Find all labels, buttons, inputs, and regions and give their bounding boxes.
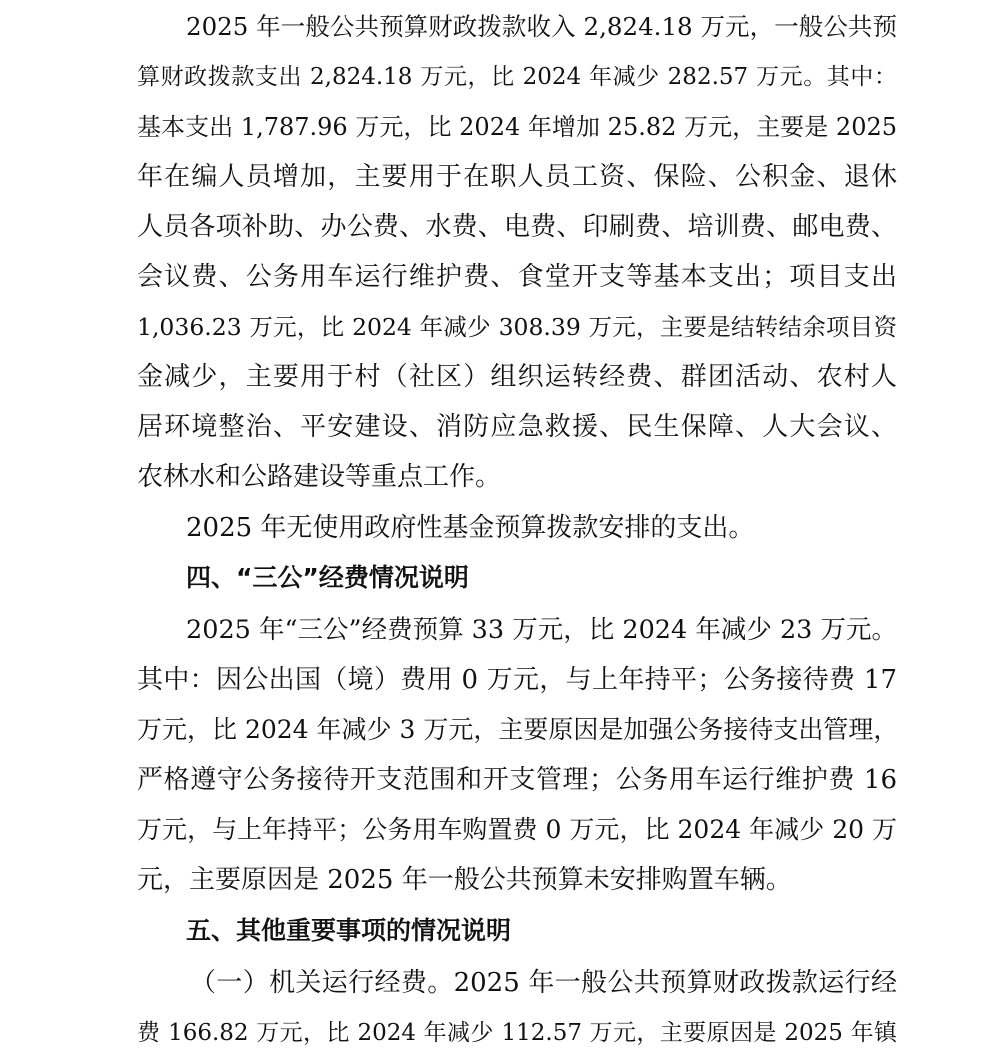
paragraph-line: 金减少，主要用于村（社区）组织运转经费、群团活动、农村人 [137,362,897,392]
paragraph-line: 会议费、公务用车运行维护费、食堂开支等基本支出；项目支出 [137,262,897,292]
section-heading-five: 五、其他重要事项的情况说明 [186,916,512,945]
paragraph-line: 2025 年“三公”经费预算 33 万元，比 2024 年减少 23 万元。 [186,615,898,645]
paragraph-line: 基本支出 1,787.96 万元，比 2024 年增加 25.82 万元，主要是 2025 [137,113,897,141]
paragraph-line: 人员各项补助、办公费、水费、电费、印刷费、培训费、邮电费、 [137,212,897,242]
paragraph-line: 居环境整治、平安建设、消防应急救援、民生保障、人大会议、 [137,412,897,442]
section-heading-four: 四、“三公”经费情况说明 [186,563,469,592]
paragraph-line-last: 元，主要原因是 2025 年一般公共预算未安排购置车辆。 [137,865,792,895]
paragraph-line: （一）机关运行经费。2025 年一般公共预算财政拨款运行经 [190,968,897,998]
paragraph-line: 其中：因公出国（境）费用 0 万元，与上年持平；公务接待费 17 [137,665,897,695]
paragraph-line: 2025 年无使用政府性基金预算拨款安排的支出。 [186,513,755,543]
paragraph-line: 1,036.23 万元，比 2024 年减少 308.39 万元，主要是结转结余项目资 [137,313,897,341]
paragraph-line: 2025 年一般公共预算财政拨款收入 2,824.18 万元，一般公共预 [186,12,897,41]
paragraph-line-last: 农林水和公路建设等重点工作。 [137,462,502,492]
paragraph-line: 万元，与上年持平；公务用车购置费 0 万元，比 2024 年减少 20 万 [137,815,897,844]
paragraph-line: 严格遵守公务接待开支范围和开支管理；公务用车运行维护费 16 [137,765,897,795]
paragraph-line: 万元，比 2024 年减少 3 万元，主要原因是加强公务接待支出管理， [137,715,899,744]
paragraph-line: 费 166.82 万元，比 2024 年减少 112.57 万元，主要原因是 2025 年镇 [137,1020,897,1046]
paragraph-line: 年在编人员增加，主要用于在职人员工资、保险、公积金、退休 [137,162,897,192]
paragraph-line: 算财政拨款支出 2,824.18 万元，比 2024 年减少 282.57 万元。其中： [137,64,897,90]
